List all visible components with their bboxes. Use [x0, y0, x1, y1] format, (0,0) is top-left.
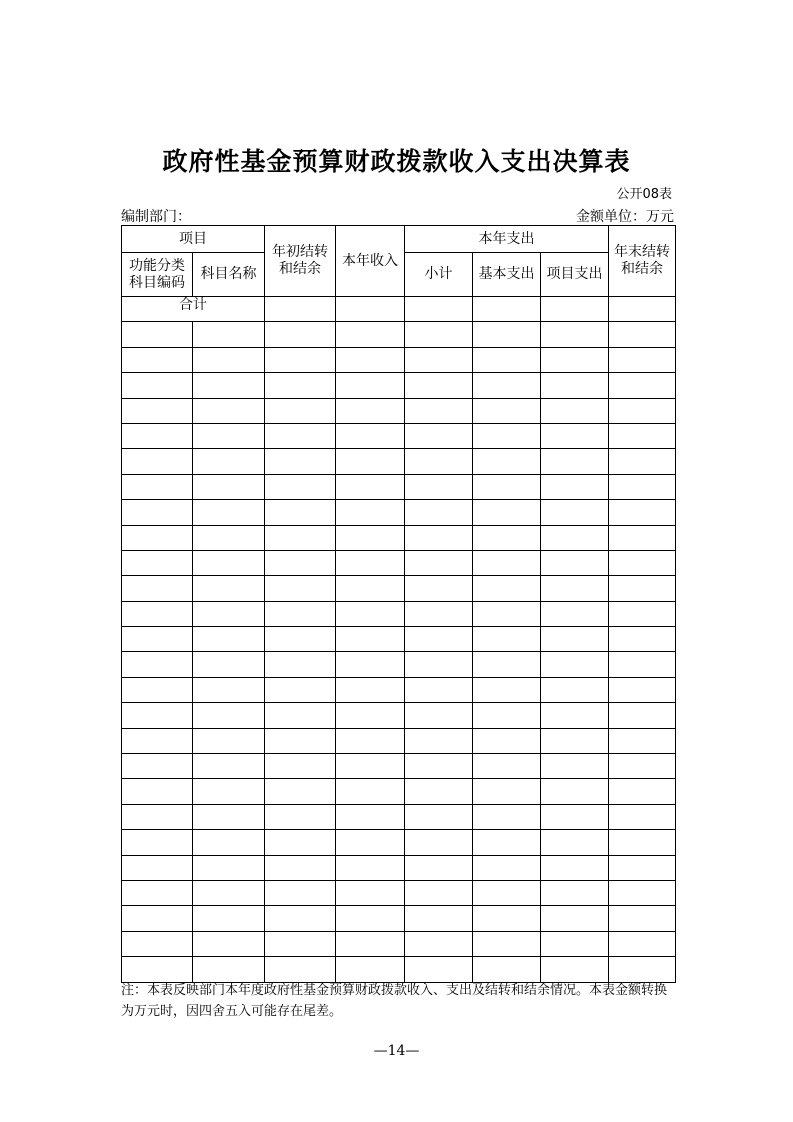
table-cell: [473, 804, 541, 829]
table-cell: [122, 525, 193, 550]
table-cell: [265, 398, 336, 423]
table-cell: [193, 525, 265, 550]
table-cell: [609, 728, 676, 753]
table-cell: [541, 754, 609, 779]
table-cell: [265, 423, 336, 448]
table-cell: [541, 347, 609, 372]
table-cell: [609, 398, 676, 423]
table-cell: [265, 677, 336, 702]
table-cell: [122, 423, 193, 448]
table-cell: [336, 754, 405, 779]
table-cell: [405, 957, 473, 982]
table-cell: [122, 373, 193, 398]
table-cell: [193, 703, 265, 728]
table-cell: [193, 728, 265, 753]
table-cell: [405, 627, 473, 652]
table-cell: [265, 474, 336, 499]
header-subtotal: 小计: [405, 253, 473, 297]
table-cell: [193, 347, 265, 372]
table-cell: [336, 347, 405, 372]
table-cell: [473, 677, 541, 702]
header-project: 项目: [122, 226, 265, 253]
page-number: —14—: [373, 1043, 420, 1059]
table-cell: [193, 601, 265, 626]
table-cell: [541, 804, 609, 829]
table-cell: [405, 677, 473, 702]
table-cell: [265, 779, 336, 804]
header-closing-balance: [609, 226, 676, 297]
table-cell: [541, 373, 609, 398]
table-cell: [609, 423, 676, 448]
table-cell: [193, 322, 265, 347]
table-cell: [473, 703, 541, 728]
table-cell: [473, 297, 541, 322]
table-cell: [405, 500, 473, 525]
table-row: [122, 779, 676, 804]
table-cell: [265, 322, 336, 347]
table-cell: [609, 779, 676, 804]
table-cell: [193, 474, 265, 499]
header-func-code-text: 功能分类科目编码: [128, 257, 185, 291]
table-cell: [122, 627, 193, 652]
table-cell: [609, 297, 676, 322]
table-cell: [609, 804, 676, 829]
table-cell: [265, 855, 336, 880]
table-cell: [122, 576, 193, 601]
table-cell: [193, 500, 265, 525]
table-cell: [609, 449, 676, 474]
table-cell: [405, 297, 473, 322]
table-cell: [405, 449, 473, 474]
table-cell: [405, 525, 473, 550]
table-cell: [541, 322, 609, 347]
table-cell: [609, 550, 676, 575]
table-cell: [193, 423, 265, 448]
table-cell: [193, 627, 265, 652]
table-cell: [193, 830, 265, 855]
table-cell: [122, 754, 193, 779]
table-row: [122, 957, 676, 982]
table-row: [122, 855, 676, 880]
table-row: [122, 474, 676, 499]
table-cell: [541, 576, 609, 601]
table-cell: [541, 601, 609, 626]
table-cell: [473, 728, 541, 753]
table-cell: [122, 398, 193, 423]
table-cell: [541, 500, 609, 525]
table-cell: [265, 601, 336, 626]
table-cell: [473, 550, 541, 575]
table-cell: [473, 500, 541, 525]
table-cell: [265, 703, 336, 728]
table-cell: [405, 576, 473, 601]
table-cell: [193, 931, 265, 956]
form-code: 公开08表: [616, 187, 672, 202]
table-cell: [609, 703, 676, 728]
table-cell: [122, 550, 193, 575]
table-cell: [405, 373, 473, 398]
table-cell: [473, 855, 541, 880]
table-cell: [541, 398, 609, 423]
table-cell: [405, 347, 473, 372]
table-cell: [336, 779, 405, 804]
table-cell: [336, 297, 405, 322]
table-cell: [193, 398, 265, 423]
table-cell: [122, 728, 193, 753]
table-cell: [473, 627, 541, 652]
table-cell: [336, 804, 405, 829]
table-cell: [541, 931, 609, 956]
table-row: [122, 804, 676, 829]
table-cell: [122, 957, 193, 982]
table-cell: [193, 906, 265, 931]
table-cell: [336, 652, 405, 677]
table-cell: [193, 880, 265, 905]
header-subject-name: 科目名称: [193, 253, 265, 297]
table-cell: [473, 398, 541, 423]
empty-rows: [122, 322, 676, 982]
table-cell: [336, 830, 405, 855]
table-cell: [336, 703, 405, 728]
dept-label: 编制部门：: [121, 209, 191, 225]
table-cell: [336, 880, 405, 905]
table-cell: [265, 500, 336, 525]
table-cell: [265, 576, 336, 601]
table-row: [122, 677, 676, 702]
table-cell: [122, 601, 193, 626]
table-cell: [122, 449, 193, 474]
table-cell: [193, 652, 265, 677]
table-row: [122, 754, 676, 779]
table-row: [122, 347, 676, 372]
header-opening-balance: [265, 226, 336, 297]
table-row: [122, 500, 676, 525]
table-cell: [265, 931, 336, 956]
table-cell: [336, 500, 405, 525]
table-cell: [609, 652, 676, 677]
table-cell: [609, 931, 676, 956]
table-cell: [193, 576, 265, 601]
table-cell: [541, 449, 609, 474]
table-cell: [265, 880, 336, 905]
table-cell: [122, 804, 193, 829]
table-cell: [336, 373, 405, 398]
table-cell: [405, 474, 473, 499]
table-cell: [405, 804, 473, 829]
table-cell: [193, 957, 265, 982]
table-cell: [336, 855, 405, 880]
table-cell: [405, 830, 473, 855]
table-cell: [122, 474, 193, 499]
table-cell: [405, 601, 473, 626]
table-cell: [541, 880, 609, 905]
table-cell: [193, 804, 265, 829]
table-cell: [405, 779, 473, 804]
table-cell: [541, 830, 609, 855]
table-cell: [265, 525, 336, 550]
table-cell: [122, 677, 193, 702]
table-cell: [473, 322, 541, 347]
table-cell: [405, 906, 473, 931]
table-cell: [336, 525, 405, 550]
table-cell: [609, 525, 676, 550]
table-cell: [265, 728, 336, 753]
table-cell: [473, 449, 541, 474]
header-project-exp: 项目支出: [541, 253, 609, 297]
table-cell: [405, 880, 473, 905]
table-cell: [336, 728, 405, 753]
table-cell: [193, 855, 265, 880]
table-cell: [609, 322, 676, 347]
table-cell: [541, 728, 609, 753]
table-cell: [265, 550, 336, 575]
table-cell: [336, 474, 405, 499]
table-cell: [122, 703, 193, 728]
table-cell: [541, 906, 609, 931]
table-cell: [265, 652, 336, 677]
header-closing-balance-text: 年末结转和结余: [613, 244, 670, 277]
table-cell: [541, 779, 609, 804]
table-cell: [265, 347, 336, 372]
table-cell: [405, 423, 473, 448]
table-cell: [336, 906, 405, 931]
table-cell: [609, 906, 676, 931]
total-label: 合计: [122, 297, 265, 322]
table-cell: [193, 677, 265, 702]
table-cell: [405, 754, 473, 779]
table-cell: [473, 474, 541, 499]
table-cell: [405, 931, 473, 956]
table-cell: [609, 500, 676, 525]
table-cell: [473, 754, 541, 779]
table-cell: [473, 347, 541, 372]
table-cell: [122, 906, 193, 931]
table-row: [122, 627, 676, 652]
table-cell: [405, 322, 473, 347]
table-cell: [473, 373, 541, 398]
header-income: 本年收入: [336, 226, 405, 297]
table-cell: [405, 398, 473, 423]
unit-label: 金额单位：万元: [576, 209, 674, 225]
table-cell: [609, 601, 676, 626]
footnote: 注：本表反映部门本年度政府性基金预算财政拨款收入、支出及结转和结余情况。本表金额转换为万元时，因四舍五入可能存在尾差。: [121, 983, 668, 1019]
table-cell: [609, 880, 676, 905]
table-cell: [473, 779, 541, 804]
page-title: 政府性基金预算财政拨款收入支出决算表: [162, 147, 631, 176]
table-cell: [122, 652, 193, 677]
table-cell: [541, 423, 609, 448]
table-cell: [405, 652, 473, 677]
header-func-code: [122, 253, 193, 297]
table-cell: [609, 754, 676, 779]
table-cell: [336, 627, 405, 652]
table-cell: [122, 347, 193, 372]
table-cell: [473, 601, 541, 626]
table-row: [122, 525, 676, 550]
table-cell: [541, 474, 609, 499]
table-cell: [122, 880, 193, 905]
table-cell: [473, 880, 541, 905]
table-cell: [336, 931, 405, 956]
table-cell: [122, 830, 193, 855]
table-cell: [609, 855, 676, 880]
table-cell: [541, 855, 609, 880]
table-cell: [609, 677, 676, 702]
table-cell: [193, 449, 265, 474]
header-row-1: [122, 226, 676, 253]
table-cell: [265, 449, 336, 474]
table-cell: [473, 576, 541, 601]
table-cell: [541, 627, 609, 652]
table-row: [122, 830, 676, 855]
budget-table: [121, 225, 676, 983]
table-row: [122, 880, 676, 905]
table-row: [122, 322, 676, 347]
table-cell: [473, 957, 541, 982]
table-cell: [336, 423, 405, 448]
table-cell: [265, 804, 336, 829]
table-cell: [336, 576, 405, 601]
table-cell: [541, 703, 609, 728]
table-cell: [122, 931, 193, 956]
table-cell: [473, 931, 541, 956]
table-cell: [473, 906, 541, 931]
table-cell: [405, 703, 473, 728]
table-row: [122, 906, 676, 931]
table-cell: [609, 627, 676, 652]
table-cell: [609, 373, 676, 398]
table-cell: [336, 601, 405, 626]
table-cell: [265, 373, 336, 398]
table-row: [122, 601, 676, 626]
table-cell: [541, 957, 609, 982]
table-cell: [541, 525, 609, 550]
table-row: [122, 728, 676, 753]
table-cell: [405, 550, 473, 575]
table-cell: [473, 525, 541, 550]
table-cell: [473, 830, 541, 855]
table-cell: [336, 957, 405, 982]
table-cell: [541, 652, 609, 677]
table-cell: [122, 500, 193, 525]
table-cell: [265, 627, 336, 652]
table-cell: [336, 677, 405, 702]
table-row: [122, 423, 676, 448]
table-cell: [336, 322, 405, 347]
table-row: [122, 703, 676, 728]
table-cell: [265, 754, 336, 779]
total-row: [122, 297, 676, 322]
table-cell: [541, 297, 609, 322]
table-row: [122, 576, 676, 601]
header-basic: 基本支出: [473, 253, 541, 297]
table-cell: [336, 398, 405, 423]
header-expenditure: 本年支出: [405, 226, 609, 253]
table-cell: [541, 677, 609, 702]
table-cell: [609, 957, 676, 982]
table-cell: [473, 423, 541, 448]
table-row: [122, 931, 676, 956]
table-cell: [336, 550, 405, 575]
table-row: [122, 550, 676, 575]
table-cell: [473, 652, 541, 677]
table-cell: [122, 855, 193, 880]
table-row: [122, 652, 676, 677]
table-cell: [609, 474, 676, 499]
table-cell: [336, 449, 405, 474]
table-cell: [405, 855, 473, 880]
table-cell: [405, 728, 473, 753]
table-cell: [609, 576, 676, 601]
table-cell: [265, 297, 336, 322]
header-opening-balance-text: 年初结转和结余: [271, 244, 328, 277]
table-cell: [265, 957, 336, 982]
table-row: [122, 398, 676, 423]
table-cell: [193, 754, 265, 779]
table-cell: [122, 322, 193, 347]
table-row: [122, 449, 676, 474]
table-cell: [193, 779, 265, 804]
table-cell: [265, 906, 336, 931]
table-row: [122, 373, 676, 398]
table-cell: [122, 779, 193, 804]
table-cell: [609, 830, 676, 855]
table-cell: [541, 550, 609, 575]
table-cell: [193, 550, 265, 575]
table-cell: [193, 373, 265, 398]
table-cell: [609, 347, 676, 372]
table-cell: [265, 830, 336, 855]
